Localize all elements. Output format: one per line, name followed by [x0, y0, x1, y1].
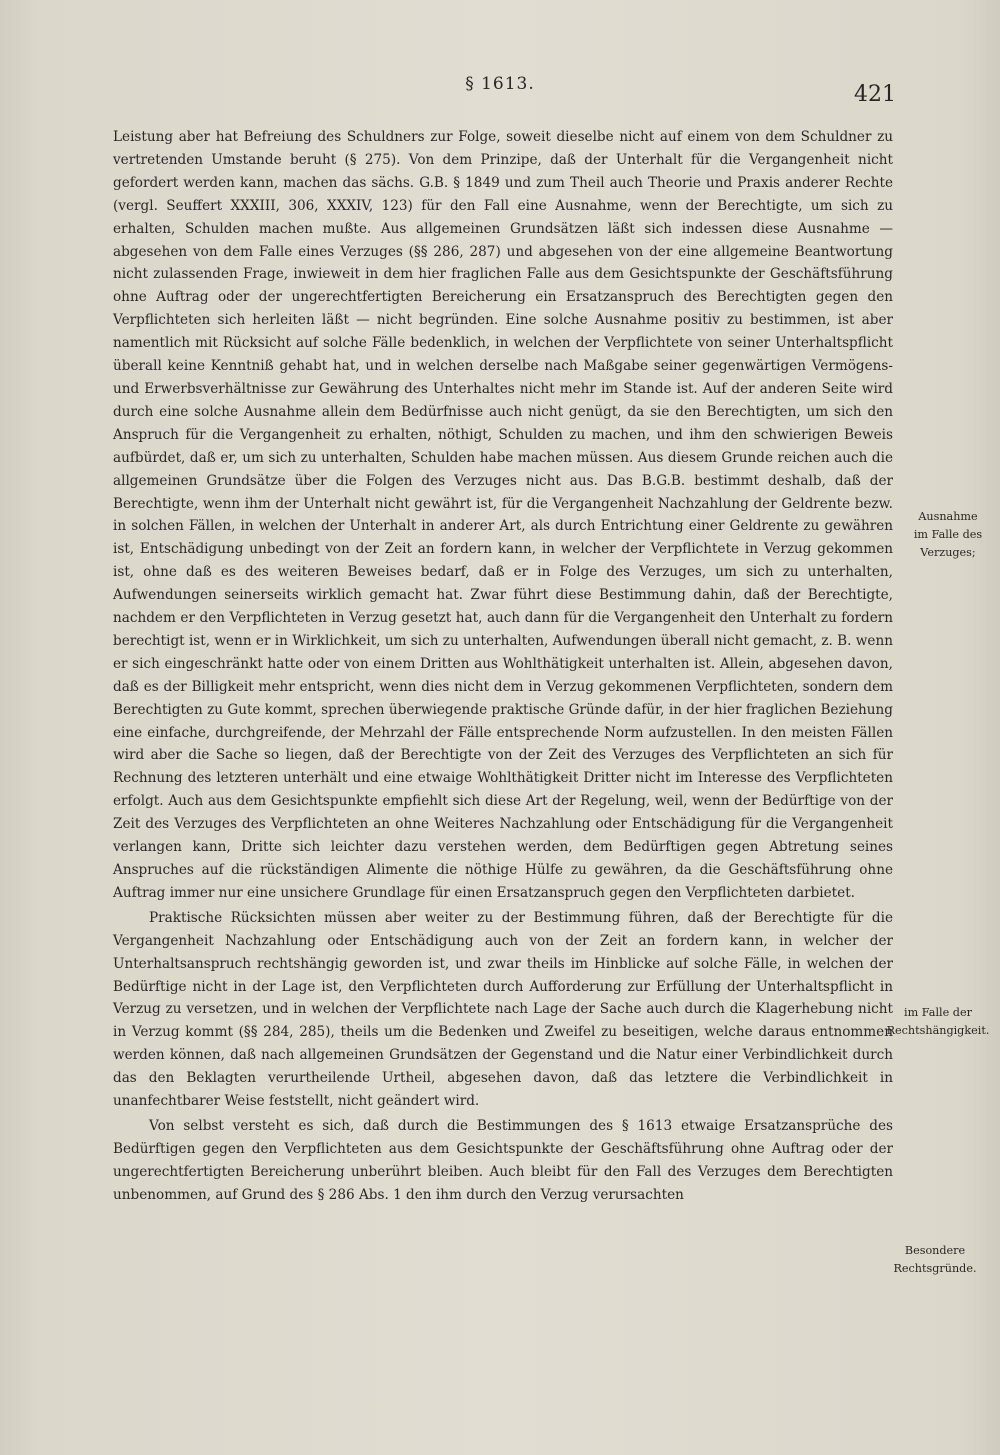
margin-note-line: Verzuges;	[920, 546, 976, 559]
margin-note-verzug	[896, 508, 1000, 562]
page-number: 421	[854, 82, 896, 107]
paragraph-1: Leistung aber hat Befreiung des Schuldners zur Folge, soweit dieselbe nicht auf einem von dem Schuldner zu vertretenden Umstande beruht (§ 275). Von dem Prinzipe, daß der Unterhalt für die Vergangenheit nicht gefordert werden kann, machen das sächs. G.B. § 1849 und zum Theil auch Theorie und Praxis anderer Rechte (vergl. Seuffert XXXIII, 306, XXXIV, 123) für den Fall eine Ausnahme, wenn der Berechtigte, um sich zu erhalten, Schulden machen mußte. Aus allgemeinen Grundsätzen läßt sich indessen diese Ausnahme — abgesehen von dem Falle eines Verzuges (§§ 286, 287) und abgesehen von der eine allgemeine Beantwortung nicht zulassenden Frage, inwieweit in dem hier fraglichen Falle aus dem Gesichtspunkte der Geschäftsführung ohne Auftrag oder der ungerechtfertigten Bereicherung ein Ersatzanspruch des Berechtigten gegen den Verpflichteten sich herleiten läßt — nicht begründen. Eine solche Ausnahme positiv zu bestimmen, ist aber namentlich mit Rücksicht auf solche Fälle bedenklich, in welchen der Verpflichtete von seiner Unterhaltspflicht überall keine Kenntniß gehabt hat, und in welchen derselbe nach Maßgabe seiner gegenwärtigen Vermögens- und Erwerbsverhältnisse zur Gewährung des Unterhaltes nicht mehr im Stande ist. Auf der anderen Seite wird durch eine solche Ausnahme allein dem Bedürfnisse auch nicht genügt, da sie den Berechtigten, um sich den Anspruch für die Vergangenheit zu erhalten, nöthigt, Schulden zu machen, und ihm den schwierigen Beweis aufbürdet, daß er, um sich zu unterhalten, Schulden habe machen müssen. Aus diesem Grunde reichen auch die allgemeinen Grundsätze über die Folgen des Verzuges nicht aus. Das B.G.B. bestimmt deshalb, daß der Berechtigte, wenn ihm der Unterhalt nicht gewährt ist, für die Vergangenheit Nachzahlung der Geldrente bezw. in solchen Fällen, in welchen der Unterhalt in anderer Art, als durch Entrichtung einer Geldrente zu gewähren ist, Entschädigung unbedingt von der Zeit an fordern kann, in welcher der Verpflichtete in Verzug gekommen ist, ohne daß es des weiteren Beweises bedarf, daß er in Folge des Verzuges, um sich zu unterhalten, Aufwendungen seinerseits wirklich gemacht hat. Zwar führt diese Bestimmung dahin, daß der Berechtigte, nachdem er den Verpflichteten in Verzug gesetzt hat, auch dann für die Vergangenheit den Unterhalt zu fordern berechtigt ist, wenn er in Wirklichkeit, um sich zu unterhalten, Aufwendungen überall nicht gemacht, z. B. wenn er sich eingeschränkt hatte oder von einem Dritten aus Wohlthätigkeit unterhalten ist. Allein, abgesehen davon, daß es der Billigkeit mehr entspricht, wenn dies nicht dem in Verzug gekommenen Verpflichteten, sondern dem Berechtigten zu Gute kommt, sprechen überwiegende praktische Gründe dafür, in der hier fraglichen Beziehung eine einfache, durchgreifende, der Mehrzahl der Fälle entsprechende Norm aufzustellen. In den meisten Fällen wird aber die Sache so liegen, daß der Berechtigte von der Zeit des Verzuges des Verpflichteten an sich für Rechnung des letzteren unterhält und eine etwaige Wohlthätigkeit Dritter nicht im Interesse des Verpflichteten erfolgt. Auch aus dem Gesichtspunkte empfiehlt sich diese Art der Regelung, weil, wenn der Bedürftige von der Zeit des Verzuges des Verpflichteten an ohne Weiteres Nachzahlung oder Entschädigung für die Vergangenheit verlangen kann, Dritte sich leichter dazu verstehen werden, dem Bedürftigen gegen Abtretung seines Anspruches auf die rückständigen Alimente die nöthige Hülfe zu gewähren, da die Geschäftsführung ohne Auftrag immer nur eine unsichere Grundlage für einen Ersatzanspruch gegen den Verpflichteten darbietet.	[113, 129, 893, 901]
paragraph-2: Praktische Rücksichten müssen aber weiter zu der Bestimmung führen, daß der Berechtigte für die Vergangenheit Nachzahlung oder Entschädigung auch von der Zeit an fordern kann, in welcher der Unterhaltsanspruch rechtshängig geworden ist, und zwar theils im Hinblicke auf solche Fälle, in welchen der Bedürftige nicht in der Lage ist, den Verpflichteten durch Aufforderung zur Erfüllung der Unterhaltspflicht in Verzug zu versetzen, und in welchen der Verpflichtete nach Lage der Sache auch durch die Klagerhebung nicht in Verzug kommt (§§ 284, 285), theils um die Bedenken und Zweifel zu beseitigen, welche daraus entnommen werden können, daß nach allgemeinen Grundsätzen der Gegenstand und die Natur einer Verbindlichkeit durch das den Beklagten verurtheilende Urtheil, abgesehen davon, daß das letztere die Verbindlichkeit in unanfechtbarer Weise feststellt, nicht geändert wird.	[113, 909, 893, 1110]
section-header: § 1613.	[465, 74, 535, 94]
margin-note-line: Rechtshängigkeit.	[886, 1024, 990, 1037]
body-text	[113, 126, 893, 1207]
margin-note-rechtsgruende	[880, 1242, 990, 1278]
margin-note-line: im Falle der	[904, 1006, 972, 1019]
margin-note-rechtshaengigkeit	[876, 1004, 1000, 1040]
margin-note-line: Rechtsgründe.	[893, 1262, 977, 1275]
margin-note-line: im Falle des	[913, 528, 983, 541]
margin-note-line: Ausnahme	[918, 510, 978, 523]
paragraph-3: Von selbst versteht es sich, daß durch die Bestimmungen des § 1613 etwaige Ersatzansprüche des Bedürftigen gegen den Verpflichteten aus dem Gesichtspunkte der Geschäftsführung ohne Auftrag oder der ungerechtfertigten Bereicherung unberührt bleiben. Auch bleibt für den Fall des Verzuges dem Berechtigten unbenommen, auf Grund des § 286 Abs. 1 den ihm durch den Verzug verursachten	[113, 1117, 893, 1203]
margin-note-line: Besondere	[904, 1244, 966, 1257]
